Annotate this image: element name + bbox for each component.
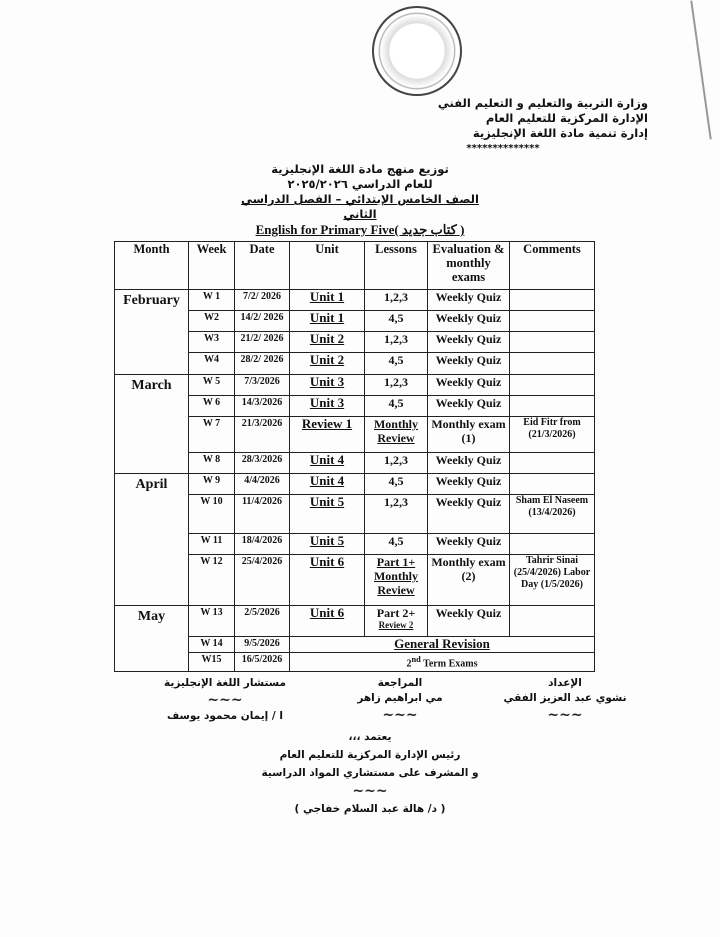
ministry-stars: ************** <box>466 143 540 154</box>
evaluation-cell: Weekly Quiz <box>428 495 510 534</box>
week-cell: W 6 <box>189 396 235 417</box>
lessons-text: 4,5 <box>388 311 404 325</box>
comments-cell <box>510 353 595 375</box>
date-cell: 18/4/2026 <box>235 534 290 555</box>
lessons-text: 4,5 <box>388 396 404 410</box>
lessons-text: 1,2,3 <box>384 375 408 389</box>
approval-line: رئيس الإدارة المركزية للتعليم العام <box>279 749 461 762</box>
week-cell: W 10 <box>189 495 235 534</box>
unit-cell: Unit 3 <box>290 396 365 417</box>
header-date: Date <box>235 242 290 290</box>
ministry-header <box>358 96 648 156</box>
comments-cell <box>510 534 595 555</box>
unit-cell: Unit 2 <box>290 353 365 375</box>
lessons-cell <box>365 606 428 637</box>
title-line: الصف الخامس الإبتدائي – الفصل الدراسي الثاني <box>241 192 479 221</box>
lessons-text: Part 2+ <box>376 606 416 620</box>
lessons-text: 1,2,3 <box>384 290 408 304</box>
evaluation-cell: Weekly Quiz <box>428 290 510 311</box>
unit-cell: Unit 1 <box>290 311 365 332</box>
comments-cell: Tahrir Sinai (25/4/2026) Labor Day (1/5/2026) <box>510 555 595 606</box>
date-cell: 16/5/2026 <box>235 653 290 672</box>
header-comments: Comments <box>510 242 595 290</box>
table-row <box>115 606 595 637</box>
header-month: Month <box>115 242 189 290</box>
week-cell: W15 <box>189 653 235 672</box>
week-cell: W 14 <box>189 637 235 653</box>
week-cell: W3 <box>189 332 235 353</box>
unit-cell: Unit 5 <box>290 495 365 534</box>
header-lessons: Lessons <box>365 242 428 290</box>
evaluation-cell: Weekly Quiz <box>428 453 510 474</box>
month-cell: February <box>115 290 189 375</box>
evaluation-cell: Weekly Quiz <box>428 311 510 332</box>
unit-cell: Unit 5 <box>290 534 365 555</box>
lessons-text: 1,2,3 <box>384 495 408 509</box>
span-text: 2 <box>406 658 412 670</box>
lessons-cell <box>365 495 428 534</box>
header-evaluation: Evaluation & monthly exams <box>428 242 510 290</box>
date-cell: 21/2/ 2026 <box>235 332 290 353</box>
approval-label: يعتمد ،،، <box>348 731 392 744</box>
lessons-cell <box>365 474 428 495</box>
curriculum-table <box>114 241 595 672</box>
unit-cell: Review 1 <box>290 417 365 453</box>
evaluation-cell: Weekly Quiz <box>428 332 510 353</box>
advisor-name: ا / إيمان محمود يوسف <box>167 710 283 723</box>
unit-cell: Unit 3 <box>290 375 365 396</box>
evaluation-cell: Weekly Quiz <box>428 534 510 555</box>
review-name: مي ابراهيم زاهر <box>357 692 443 705</box>
evaluation-cell: Weekly Quiz <box>428 353 510 375</box>
lessons-cell <box>365 353 428 375</box>
comments-cell <box>510 606 595 637</box>
header-week: Week <box>189 242 235 290</box>
ministry-line: وزارة التربية والتعليم و التعليم الفني <box>437 96 648 110</box>
date-cell: 11/4/2026 <box>235 495 290 534</box>
table-row <box>115 375 595 396</box>
evaluation-cell: Monthly exam (2) <box>428 555 510 606</box>
comments-cell <box>510 396 595 417</box>
unit-cell: Unit 6 <box>290 606 365 637</box>
ministry-line: إدارة تنمية مادة اللغة الإنجليزية <box>472 126 648 140</box>
signature-row <box>150 676 630 724</box>
comments-cell <box>510 332 595 353</box>
unit-cell: Unit 2 <box>290 332 365 353</box>
week-cell: W 5 <box>189 375 235 396</box>
lessons-text: Part 1+ Monthly Review <box>373 555 418 597</box>
comments-cell <box>510 290 595 311</box>
unit-cell: Unit 6 <box>290 555 365 606</box>
lessons-cell <box>365 332 428 353</box>
lessons-text: Monthly Review <box>373 417 418 445</box>
lessons-text: 1,2,3 <box>384 332 408 346</box>
date-cell: 7/3/2026 <box>235 375 290 396</box>
prep-signature: ~~~ <box>547 707 583 724</box>
prep-signature-block <box>500 676 630 724</box>
week-cell: W 9 <box>189 474 235 495</box>
span-sup: nd <box>411 655 421 664</box>
date-cell: 4/4/2026 <box>235 474 290 495</box>
lessons-text: 4,5 <box>388 474 404 488</box>
month-cell: March <box>115 375 189 474</box>
approval-name: ( د/ هالة عبد السلام خفاجي ) <box>294 803 446 816</box>
date-cell: 14/3/2026 <box>235 396 290 417</box>
comments-cell: Eid Fitr from (21/3/2026) <box>510 417 595 453</box>
week-cell: W2 <box>189 311 235 332</box>
title-line: للعام الدراسي ٢٠٢٥/٢٠٢٦ <box>287 177 433 191</box>
date-cell: 9/5/2026 <box>235 637 290 653</box>
lessons-cell <box>365 375 428 396</box>
date-cell: 7/2/ 2026 <box>235 290 290 311</box>
unit-cell: Unit 4 <box>290 474 365 495</box>
span-cell: General Revision <box>290 637 595 653</box>
comments-cell <box>510 474 595 495</box>
review-signature: ~~~ <box>382 707 418 724</box>
lessons-text: 4,5 <box>388 353 404 367</box>
lessons-cell <box>365 290 428 311</box>
evaluation-cell: Weekly Quiz <box>428 474 510 495</box>
header-unit: Unit <box>290 242 365 290</box>
advisor-signature-block <box>150 676 300 724</box>
date-cell: 14/2/ 2026 <box>235 311 290 332</box>
lessons-text: 4,5 <box>388 534 404 548</box>
lessons-cell <box>365 311 428 332</box>
document-title <box>225 162 495 237</box>
evaluation-cell: Weekly Quiz <box>428 396 510 417</box>
approval-signature: ~~~ <box>352 783 388 800</box>
unit-cell: Unit 1 <box>290 290 365 311</box>
title-line: English for Primary Five( كتاب جديد ) <box>255 222 465 237</box>
prep-name: نشوي عبد العزيز الفقي <box>503 692 627 705</box>
unit-cell: Unit 4 <box>290 453 365 474</box>
evaluation-cell: Weekly Quiz <box>428 606 510 637</box>
approval-block <box>250 728 490 818</box>
lessons-sub: Review 2 <box>378 620 414 630</box>
lessons-cell <box>365 534 428 555</box>
lessons-text: 1,2,3 <box>384 453 408 467</box>
lessons-cell <box>365 453 428 474</box>
date-cell: 28/3/2026 <box>235 453 290 474</box>
approval-line: و المشرف على مستشاري المواد الدراسية <box>261 767 479 780</box>
week-cell: W4 <box>189 353 235 375</box>
span-text: Term Exams <box>420 658 478 670</box>
week-cell: W 12 <box>189 555 235 606</box>
lessons-cell <box>365 417 428 453</box>
comments-cell <box>510 375 595 396</box>
month-cell: May <box>115 606 189 672</box>
advisor-title: مستشار اللغة الإنجليزية <box>164 677 286 690</box>
week-cell: W 7 <box>189 417 235 453</box>
comments-cell <box>510 311 595 332</box>
advisor-signature: ~~~ <box>207 692 243 709</box>
title-line: توزيع منهج مادة اللغة الإنجليزية <box>271 162 449 176</box>
table-row <box>115 290 595 311</box>
week-cell: W 8 <box>189 453 235 474</box>
review-signature-block <box>335 676 465 724</box>
lessons-cell <box>365 555 428 606</box>
lessons-cell <box>365 396 428 417</box>
week-cell: W 1 <box>189 290 235 311</box>
comments-cell <box>510 453 595 474</box>
date-cell: 2/5/2026 <box>235 606 290 637</box>
span-cell <box>290 653 595 672</box>
prep-title: الإعداد <box>548 677 582 690</box>
comments-cell: Sham El Naseem (13/4/2026) <box>510 495 595 534</box>
ministry-line: الإدارة المركزية للتعليم العام <box>485 111 648 125</box>
month-cell: April <box>115 474 189 606</box>
date-cell: 28/2/ 2026 <box>235 353 290 375</box>
table-header-row <box>115 242 595 290</box>
week-cell: W 13 <box>189 606 235 637</box>
review-title: المراجعة <box>377 677 423 690</box>
evaluation-cell: Weekly Quiz <box>428 375 510 396</box>
week-cell: W 11 <box>189 534 235 555</box>
date-cell: 25/4/2026 <box>235 555 290 606</box>
date-cell: 21/3/2026 <box>235 417 290 453</box>
evaluation-cell: Monthly exam (1) <box>428 417 510 453</box>
table-row <box>115 474 595 495</box>
